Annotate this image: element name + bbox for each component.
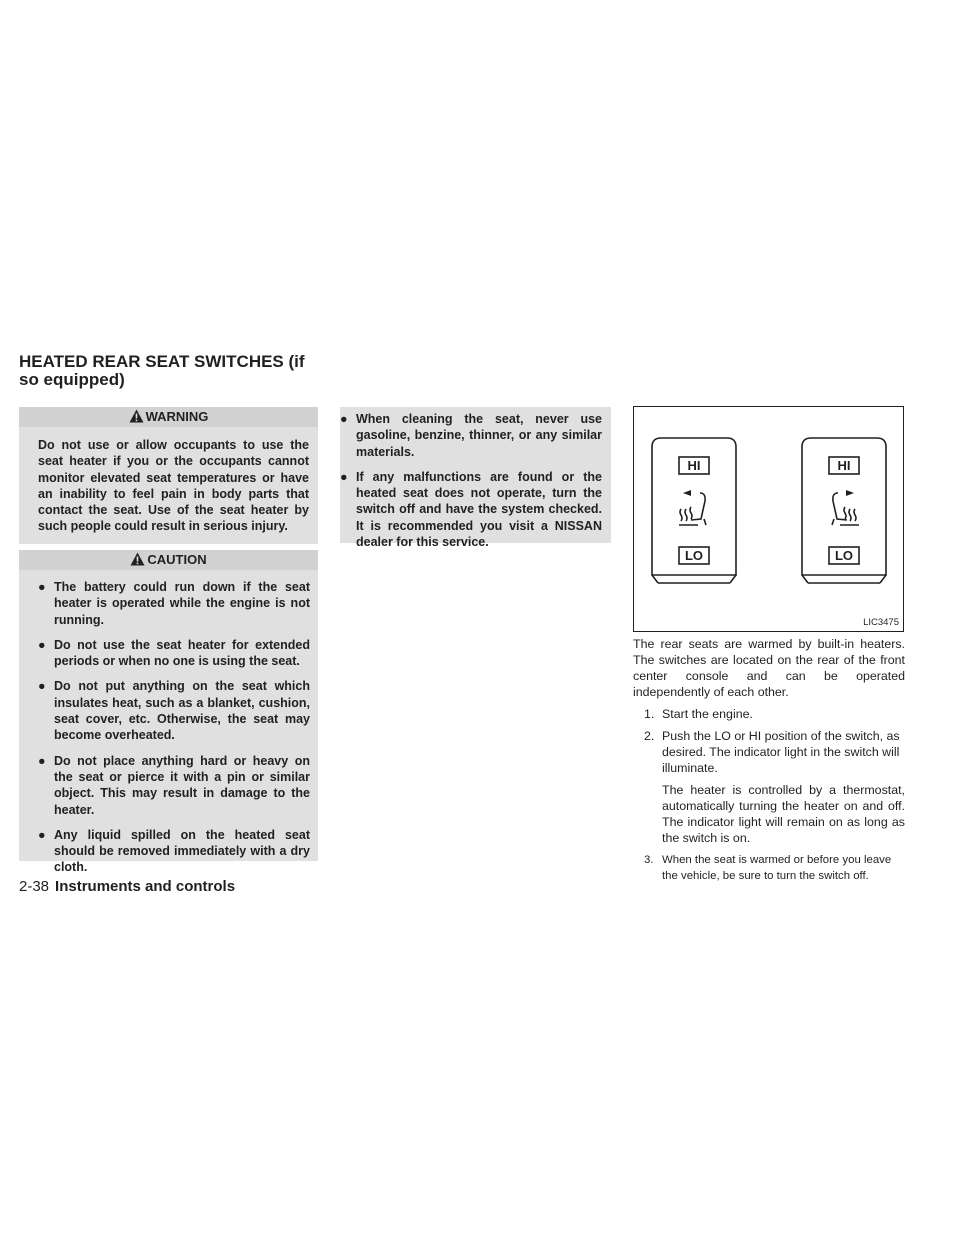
caution-item: ● Do not put anything on the seat which insulates heat, such as a blanket, cushion, seat cover, etc. Otherwise, the seat may become overheated. <box>38 679 310 743</box>
caution-box <box>19 550 318 875</box>
left-lo-label: LO <box>684 548 704 563</box>
caution-title: CAUTION <box>147 552 207 567</box>
page-footer <box>19 878 235 895</box>
caution-header <box>19 550 318 570</box>
left-seat-heater-icon <box>679 493 706 525</box>
page-number: 2-38 <box>19 878 50 895</box>
step-note: The heater is controlled by a thermostat, automatically turning the heater on and off. The indicator light will remain on as long as the switch is on. <box>662 783 905 845</box>
caution-triangle-icon <box>130 552 145 572</box>
intro-paragraph: The rear seats are warmed by built-in heaters. The switches are located on the rear of the front center console and can be operated independently of each other. <box>633 637 905 699</box>
caution-item: ● If any malfunctions are found or the heated seat does not operate, turn the switch off and have the system checked. It is recommended you visit a NISSAN dealer for this service. <box>340 469 602 550</box>
caution-item: ● When cleaning the seat, never use gasoline, benzine, thinner, or any similar materials. <box>340 412 602 459</box>
caution-item: ● The battery could run down if the seat heater is operated while the engine is not running. <box>38 580 310 627</box>
section-heading: HEATED REAR SEAT SWITCHES (if so equipped) <box>19 352 305 389</box>
heated-seat-switches-illustration <box>634 407 903 631</box>
warning-header <box>19 407 318 427</box>
caution-item: ● Do not place anything hard or heavy on the seat or pierce it with a pin or similar object. This may result in damage to the heater. <box>38 753 310 817</box>
step-item: 3. When the seat is warmed or before you leave the vehicle, be sure to turn the switch off. <box>644 854 892 882</box>
right-seat-heater-icon <box>832 493 859 525</box>
left-indicator-icon <box>683 490 691 496</box>
figure-code: LIC3475 <box>863 617 899 628</box>
caution-item: ● Do not use the seat heater for extended periods or when no one is using the seat. <box>38 637 310 669</box>
warning-text: Do not use or allow occupants to use the seat heater if you or the occupants cannot monitor elevated seat temperatures or have an inability to feel pain in body parts that contact the seat. Use of the seat heater by such people could result in serious injury. <box>38 438 309 534</box>
right-indicator-icon <box>846 490 854 496</box>
warning-title: WARNING <box>145 409 209 424</box>
caution-continued-box <box>340 407 611 550</box>
right-lo-label: LO <box>834 548 854 563</box>
left-hi-label: HI <box>687 458 701 473</box>
warning-box <box>19 407 318 544</box>
caution-item: ● Any liquid spilled on the heated seat should be removed immediately with a dry cloth. <box>38 827 310 875</box>
chapter-title: Instruments and controls <box>55 878 236 895</box>
body-text <box>633 636 905 884</box>
switch-figure <box>633 406 904 632</box>
step-item: 2. Push the LO or HI position of the switch, as desired. The indicator light in the switch will illuminate. The heater is controlled by a thermostat, automatically turning the heater on and off. The indicator light will remain on as long as the switch is on. <box>644 729 905 845</box>
step-item: 1. Start the engine. <box>644 707 753 721</box>
right-hi-label: HI <box>837 458 851 473</box>
warning-triangle-icon <box>129 409 144 429</box>
